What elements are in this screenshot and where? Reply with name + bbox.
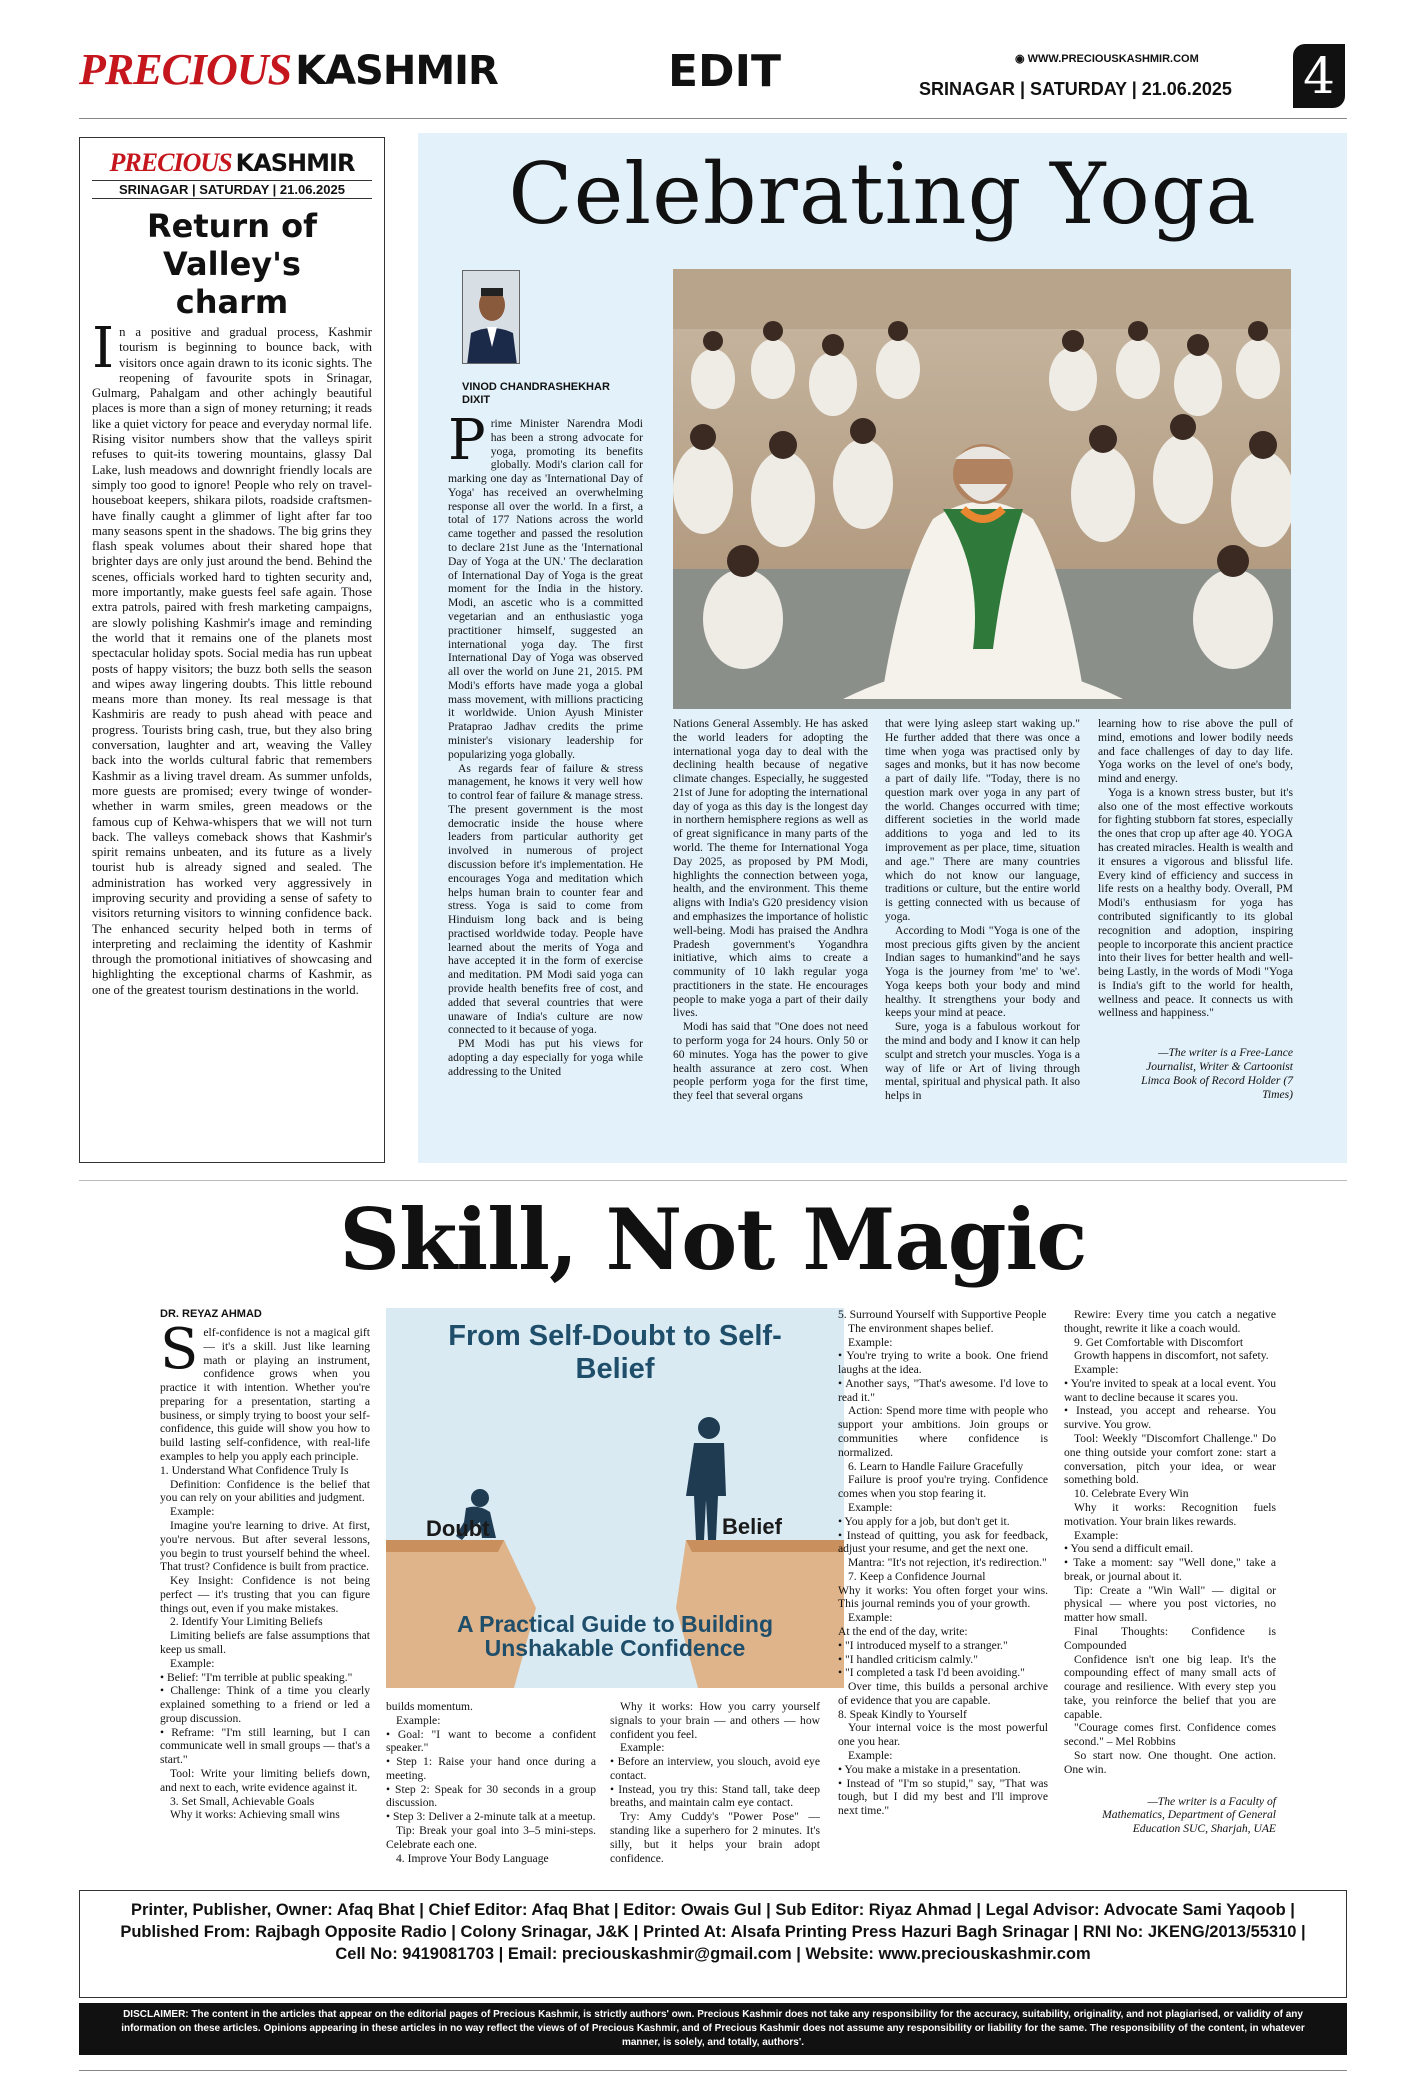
yoga-col3-para1: that were lying asleep start waking up." He further added that there was once a time when yoga was practised only by sages and monks, but it has now become a part of daily life. "Today, there is no question mark over yoga in any part of the world. Changes occurred with time; different societies in the world made additions to yoga and led to its improvement as per place, time, situation and age." There are many countries which do not know our language, traditions or culture, but the entire world is getting connected with us because of yoga. (885, 717, 1080, 923)
editorial-title: Return of Valley's charm (146, 207, 318, 321)
skill-p: Example: (848, 1335, 893, 1349)
skill-p: • "I completed a task I'd been avoiding." (838, 1666, 1025, 1680)
skill-p: Failure is proof you're trying. Confidence comes when you stop fearing it. (838, 1473, 1048, 1501)
skill-p: 6. Learn to Handle Failure Gracefully (848, 1459, 1024, 1473)
skill-p: builds momentum. (386, 1700, 473, 1713)
editorial-text: n a positive and gradual process, Kashmir tourism is beginning to bounce back, with visitors once again drawn to its iconic sights. The reopening of favourite spots in Srinagar, Gulmarg, Pahalgam and other achingly beautiful places is more than a sign of money returning; it reads like a quiet victory for peace and everyday normal life. Rising visitor numbers show that the valleys spirit refuses to quit-its towering mountains, glassy Dal Lake, lush meadows and downright friendly locals are simply too good to ignore! People who rely on travel-houseboat keepers, shikara pilots, roadside craftsmen-have finally caught a glimmer of light after far too many seasons spent in the shadows. The big grins they flash speak volumes about their shared hope that brighter days are only just around the bend. Behind the scenes, officials worked hard to tighten security and, more importantly, make guests feel safe again. Those extra patrols, paired with fresh marketing campaigns, are slowly polishing Kashmir's image and reminding the world that it remains one of the planets most spectacular holiday spots. Social media has run upbeat posts of happy visitors; the buzz both sells the season and wipes away lingering doubts. This little rebound means more than money. Its real message is that Kashmiris are ready to push ahead with peace and progress. Tourists bring cash, true, but they also bring conversation, laughter and art, weaving the Valley back into the worlds cultural fabric that remembers Kashmir as a living travel dream. As summer unfolds, more guests are promised; every twinge of wonder-whether in warm smiles, green meadows or the famous cup of Kehwa-whispers that we will not turn back. The valleys comeback shows that Kashmir's spirit remains unbeaten, and its future as a lively tourist hub is already signed and sealed. The administration has worked very aggressively in improving security and providing a sense of safety to visitors returning visitors to winning confidence back. The enhanced security helped both in terms of interpreting and reclaiming the identity of Kashmir through the promotional initiatives of showcasing and highlighting the exceptional charms of Kashmir, as one of the greatest tourism destinations in the world. (92, 325, 372, 997)
imprint-box (79, 1890, 1347, 1998)
skill-p: 7. Keep a Confidence Journal (848, 1569, 986, 1583)
yoga-col-4 (1098, 717, 1293, 1101)
skill-p: Example: (170, 1656, 215, 1670)
skill-p: Over time, this builds a personal archive of evidence that you are capable. (838, 1680, 1048, 1707)
dateline: SRINAGAR | SATURDAY | 21.06.2025 (919, 79, 1232, 99)
skill-credit: —The writer is a Faculty of Mathematics, Department of General Education SUC, Sharjah, UAE (1102, 1794, 1276, 1836)
brand-red: PRECIOUS (79, 45, 292, 94)
skill-p: • Challenge: Think of a time you clearly explained something to a friend or led a group discussion. (160, 1684, 370, 1725)
skill-col-1 (160, 1317, 370, 1822)
yoga-gathering-photo (673, 269, 1291, 709)
yoga-author: VINOD CHANDRASHEKHAR DIXIT (462, 381, 610, 407)
skill-p: • "I introduced myself to a stranger." (838, 1638, 1008, 1652)
skill-p: Why it works: How you carry yourself signals to your brain — and others — how confident you feel. (610, 1700, 820, 1741)
yoga-dropcap: P (448, 408, 486, 473)
skill-p: Final Thoughts: Confidence is Compounded (1064, 1624, 1276, 1652)
author-portrait-icon (463, 271, 520, 364)
skill-col-3 (838, 1308, 1048, 1818)
skill-p: • Before an interview, you slouch, avoid eye contact. (610, 1755, 820, 1782)
skill-p: Imagine you're learning to drive. At first, you're nervous. But after several lessons, you begin to trust yourself behind the wheel. That trust? Confidence is built from practice. (160, 1518, 370, 1574)
editorial-body (92, 316, 372, 998)
skill-p: Mantra: "It's not rejection, it's redirection." (848, 1556, 1047, 1570)
footer-rule (79, 2070, 1347, 2071)
skill-p: "Courage comes first. Confidence comes second." – Mel Robbins (1064, 1721, 1276, 1749)
skill-p: • "I handled criticism calmly." (838, 1652, 978, 1666)
skill-p: 8. Speak Kindly to Yourself (838, 1707, 967, 1721)
skill-p: • Belief: "I'm terrible at public speaking." (160, 1670, 353, 1684)
skill-p: Example: (620, 1741, 665, 1755)
skill-p: • Step 1: Raise your hand once during a meeting. (386, 1755, 596, 1782)
skill-p: Example: (170, 1505, 215, 1519)
skill-p: 2. Identify Your Limiting Beliefs (170, 1615, 323, 1629)
disclaimer-text: DISCLAIMER: The content in the articles that appear on the editorial pages of Precious Kashmir, is strictly authors' own. Precious Kashmir does not take any responsibility for the accuracy, suitability, originality, and not plagiarised, or validity of any information on these articles. Opinions appearing in these articles in no way reflect the views of of Precious Kashmir, and of Precious Kashmir does not assume any responsibility or liability for the same. The responsibility of the content, in whatever manner, is solely, and totally, authors'. (121, 2009, 1305, 2048)
yoga-col1-para2: As regards fear of failure & stress management, he knows it very well how to control fear of failure & manage stress. The present government is the most democratic inside the house where leaders from particular authority get involved in numerous of project discussion before it's implementation. He encourages Yoga and meditation which helps human brain to counter fear and stress. Yoga is said to come from Hinduism long back and is being practised worldwide today. People have learned about the merits of Yoga and have accepted it in the form of exercise and meditation. PM Modi said yoga can provide health benefits free of cost, and added that several countries that were unaware of India's culture are now connected to it because of yoga. (448, 761, 643, 1037)
skill-p: • You send a difficult email. (1064, 1542, 1194, 1556)
skill-p: • You make a mistake in a presentation. (838, 1762, 1021, 1776)
skill-p: Key Insight: Confidence is not being perfect — it's trusting that you can figure things out, even if you make mistakes. (160, 1574, 370, 1615)
website (1015, 52, 1199, 65)
skill-p: Try: Amy Cuddy's "Power Pose" — standing like a superhero for 2 minutes. It's silly, but it helps your brain adopt confidence. (610, 1810, 820, 1865)
skill-p: 4. Improve Your Body Language (396, 1851, 549, 1865)
skill-p: • You apply for a job, but don't get it. (838, 1514, 1010, 1528)
graphic-subtitle: A Practical Guide to Building Unshakable Confidence (456, 1611, 774, 1661)
skill-p: 1. Understand What Confidence Truly Is (160, 1463, 349, 1477)
skill-p: Definition: Confidence is the belief that you can rely on your abilities and judgment. (160, 1477, 370, 1505)
skill-p: Rewire: Every time you catch a negative thought, rewrite it like a coach would. (1064, 1308, 1276, 1335)
skill-p: Why it works: You often forget your wins. This journal reminds you of your growth. (838, 1583, 1048, 1611)
skill-p: Example: (848, 1611, 893, 1625)
skill-p: 5. Surround Yourself with Supportive People (838, 1308, 1047, 1321)
yoga-col4-para1: learning how to rise above the pull of mind, emotions and lower bodily needs and face challenges of day to day life. Yoga works on the level of one's body, mind and energy. (1098, 717, 1293, 786)
editorial-dropcap: I (92, 316, 115, 381)
section-label: EDIT (668, 46, 781, 97)
skill-p: 9. Get Comfortable with Discomfort (1074, 1335, 1244, 1349)
skill-p: • Another says, "That's awesome. I'd love to read it." (838, 1376, 1048, 1404)
disclaimer-bar (79, 2003, 1347, 2055)
yoga-credit: —The writer is a Free-Lance Journalist, Writer & Cartoonist Limca Book of Record Holder (7 Times) (1141, 1046, 1293, 1101)
skill-p: Confidence isn't one big leap. It's the compounding effect of many small acts of courage and resilience. With every step you take, you reinforce the belief that you are capable. (1064, 1652, 1276, 1721)
skill-p: • Reframe: "I'm still learning, but I can communicate well in small groups — that's a start." (160, 1725, 370, 1767)
skill-p: At the end of the day, write: (838, 1624, 968, 1638)
imprint-line-3: Cell No: 9419081703 | Email: preciouskashmir@gmail.com | Website: www.preciouskashmir.com (335, 1945, 1091, 1963)
website-text: WWW.PRECIOUSKASHMIR.COM (1027, 53, 1199, 65)
skill-col1-intro (160, 1317, 370, 1464)
skill-col1-intro-text: elf-confidence is not a magical gift — it's a skill. Just like learning math or playing an instrument, confidence grows when you practice it with intention. Whether you're preparing for a presentation, starting a business, or simply trying to boost your self-confidence, this guide will show you how to build lasting self-confidence, with real-life examples to help you apply each principle. (160, 1326, 370, 1464)
skill-p: • Instead of "I'm so stupid," say, "That was tough, but I did my best and I'll improve next time." (838, 1776, 1048, 1818)
skill-author: DR. REYAZ AHMAD (160, 1308, 262, 1320)
graphic-label-doubt: Doubt (426, 1516, 490, 1541)
skill-p: The environment shapes belief. (848, 1321, 994, 1335)
graphic-label-belief: Belief (722, 1514, 782, 1539)
globe-icon: ◉ (1015, 53, 1025, 65)
skill-p: Example: (396, 1713, 441, 1727)
yoga-panel (418, 133, 1347, 1163)
editorial-dateline: SRINAGAR | SATURDAY | 21.06.2025 (92, 180, 372, 199)
skill-p: Growth happens in discomfort, not safety. (1074, 1349, 1269, 1363)
skill-p: Tip: Break your goal into 3–5 mini-steps. Celebrate each one. (386, 1824, 596, 1851)
skill-p: • Instead, you accept and rehearse. You survive. You grow. (1064, 1404, 1276, 1432)
editorial-body-wrap (92, 316, 372, 998)
yoga-col3-para2: According to Modi "Yoga is one of the most precious gifts given by the ancient Indian sages to humankind"and he says Yoga is the journey from 'me' to 'we'. Yoga keeps both your body and mind healthy. It strengthens your body and keeps your mind at peace. (885, 923, 1080, 1020)
skill-p: 10. Celebrate Every Win (1074, 1487, 1189, 1501)
yoga-col-2 (673, 717, 868, 1103)
skill-p: • Take a moment: say "Well done," take a break, or journal about it. (1064, 1556, 1276, 1583)
imprint-line-1: Printer, Publisher, Owner: Afaq Bhat | Chief Editor: Afaq Bhat | Editor: Owais Gul | Sub Editor: Riyaz Ahmad | Legal Advisor: Advocate Sami Yaqoob | (131, 1901, 1295, 1919)
skill-p: • You're trying to write a book. One friend laughs at the idea. (838, 1349, 1048, 1377)
skill-p: Tool: Write your limiting beliefs down, and next to each, write evidence against it. (160, 1767, 370, 1794)
yoga-col-1 (448, 408, 643, 1079)
skill-p: Action: Spend more time with people who support your ambitions. Join groups or communities where confidence is normalized. (838, 1404, 1048, 1459)
yoga-col4-para2: Yoga is a known stress buster, but it's also one of the most effective workouts for fighting stubborn fat stores, especially the ones that crop up after age 40. YOGA has created miracles. Health is wealth and it ensures a vigorous and blissful life. Every kind of efficiency and success in life rests on a healthy body. Overall, PM Modi's enthusiasm for yoga has contributed significantly to its global recognition and adoption, inspiring people to incorporate this ancient practice into their lives for better health and well-being Lastly, in the words of Modi "Yoga is India's gift to the world for health, wellness and peace. It connects us with wellness and happiness." (1098, 785, 1293, 1020)
page-number-badge (1293, 44, 1345, 108)
brand-black: KASHMIR (295, 48, 498, 94)
skill-p: • You're invited to speak at a local event. You want to decline because it scares you. (1064, 1376, 1276, 1404)
skill-col-2 (386, 1700, 596, 1865)
imprint-line-2: Published From: Rajbagh Opposite Radio | Colony Srinagar, J&K | Printed At: Alsafa Printing Press Hazuri Bagh Srinagar | RNI No: JKENG/2013/55310 | (120, 1923, 1306, 1941)
skill-p: • Step 2: Speak for 30 seconds in a group discussion. (386, 1782, 596, 1810)
yoga-col3-para3: Sure, yoga is a fabulous workout for the mind and body and I know it can help sculpt and stretch your muscles. Yoga is a way of life or Art of living through mental, spiritual and physical path. It also helps in (885, 1020, 1080, 1103)
skill-dropcap: S (160, 1317, 199, 1382)
yoga-col1-text (448, 408, 643, 762)
skill-p: • Instead, you try this: Stand tall, take deep breaths, and maintain calm eye contact. (610, 1782, 820, 1810)
editorial-brand (92, 148, 372, 178)
skill-p: Tool: Weekly "Discomfort Challenge." Do one thing outside your comfort zone: start a conversation, pitch your idea, or wear something bold. (1064, 1432, 1276, 1487)
section-rule (79, 1180, 1347, 1181)
skill-p: Example: (848, 1500, 893, 1514)
masthead-rule (79, 118, 1347, 119)
skill-p: Why it works: Achieving small wins (170, 1808, 340, 1822)
yoga-headline: Celebrating Yoga (508, 145, 1257, 243)
editorial-brand-red: PRECIOUS (109, 148, 232, 177)
skill-p: Why it works: Recognition fuels motivation. Your brain likes rewards. (1064, 1500, 1276, 1528)
yoga-col-3 (885, 717, 1080, 1103)
skill-p: Example: (848, 1749, 893, 1762)
yoga-col2-para1: Nations General Assembly. He has asked the world leaders for adopting the international yoga day to deal with the declining health because of negative climate changes. Especially, he suggested 21st of June for adopting the international day of yoga as this day is the longest day in northern hemisphere regions as well as of great significance in many parts of the world. The theme for International Yoga Day 2025, as proposed by PM Modi, highlights the connection between yoga, health, and the environment. This theme aligns with India's G20 presidency vision and emphasizes the importance of holistic well-being. Modi has praised the Andhra Pradesh government's Yogandhra initiative, which aims to create a community of 10 lakh regular yoga practitioners in the state. He encourages people to make yoga a part of their daily lives. (673, 717, 868, 1020)
skill-p: • Goal: "I want to become a confident speaker." (386, 1727, 596, 1755)
author-photo (462, 270, 520, 364)
masthead (79, 44, 1347, 114)
skill-col-3a (610, 1700, 820, 1865)
skill-headline: Skill, Not Magic (339, 1190, 1087, 1289)
editorial-brand-black: KASHMIR (235, 149, 355, 177)
skill-p: Your internal voice is the most powerful one you hear. (838, 1721, 1048, 1749)
yoga-col2-para2: Modi has said that "One does not need to perform yoga for 24 hours. Only 50 or 60 minutes. Yoga has the power to give health assurance at zero cost. When people perform yoga for the first time, they feel that several organs (673, 1020, 868, 1103)
yoga-col1-para3: PM Modi has put his views for adopting a day especially for yoga while addressing to the United (448, 1037, 643, 1078)
skill-p: Example: (1074, 1528, 1119, 1542)
skill-col-4 (1064, 1308, 1276, 1836)
graphic-title: From Self-Doubt to Self-Belief (448, 1320, 782, 1385)
skill-p: 3. Set Small, Achievable Goals (170, 1794, 315, 1808)
skill-graphic (386, 1308, 844, 1688)
skill-p: Tip: Create a "Win Wall" — digital or physical — where you post victories, no matter how small. (1064, 1583, 1276, 1625)
skill-p: So start now. One thought. One action. One win. (1064, 1749, 1276, 1776)
skill-p: • Instead of quitting, you ask for feedback, adjust your resume, and get the next one. (838, 1528, 1048, 1556)
yoga-photo (673, 269, 1291, 709)
masthead-brand (79, 44, 498, 95)
page-number: 4 (1303, 47, 1335, 105)
skill-p: Example: (1074, 1363, 1119, 1377)
skill-p: Limiting beliefs are false assumptions that keep us small. (160, 1629, 370, 1656)
editorial-box (79, 137, 385, 1163)
skill-p: • Step 3: Deliver a 2-minute talk at a meetup. (386, 1810, 596, 1824)
yoga-col1-para1: rime Minister Narendra Modi has been a strong advocate for yoga, promoting its benefits globally. Modi's clarion call for marking one day as 'International Day of Yoga' has received an overwhelming response all over the world. In a first, a total of 177 Nations across the world came together and passed the resolution to declare 21st June as the 'International Day of Yoga at the UN.' The declaration of International Day of Yoga is the great moment for the India in the history. Modi, an ascetic who is a committed vegetarian and an enthusiastic yoga practitioner himself, suggested an international yoga day. The first International Day of Yoga was observed all over the world on June 21, 2015. PM Modi's efforts have made yoga a global mass movement, with millions practicing it worldwide. Union Ayush Minister Prataprao Jadhav credits the prime minister's visionary leadership for popularizing yoga globally. (448, 417, 643, 761)
